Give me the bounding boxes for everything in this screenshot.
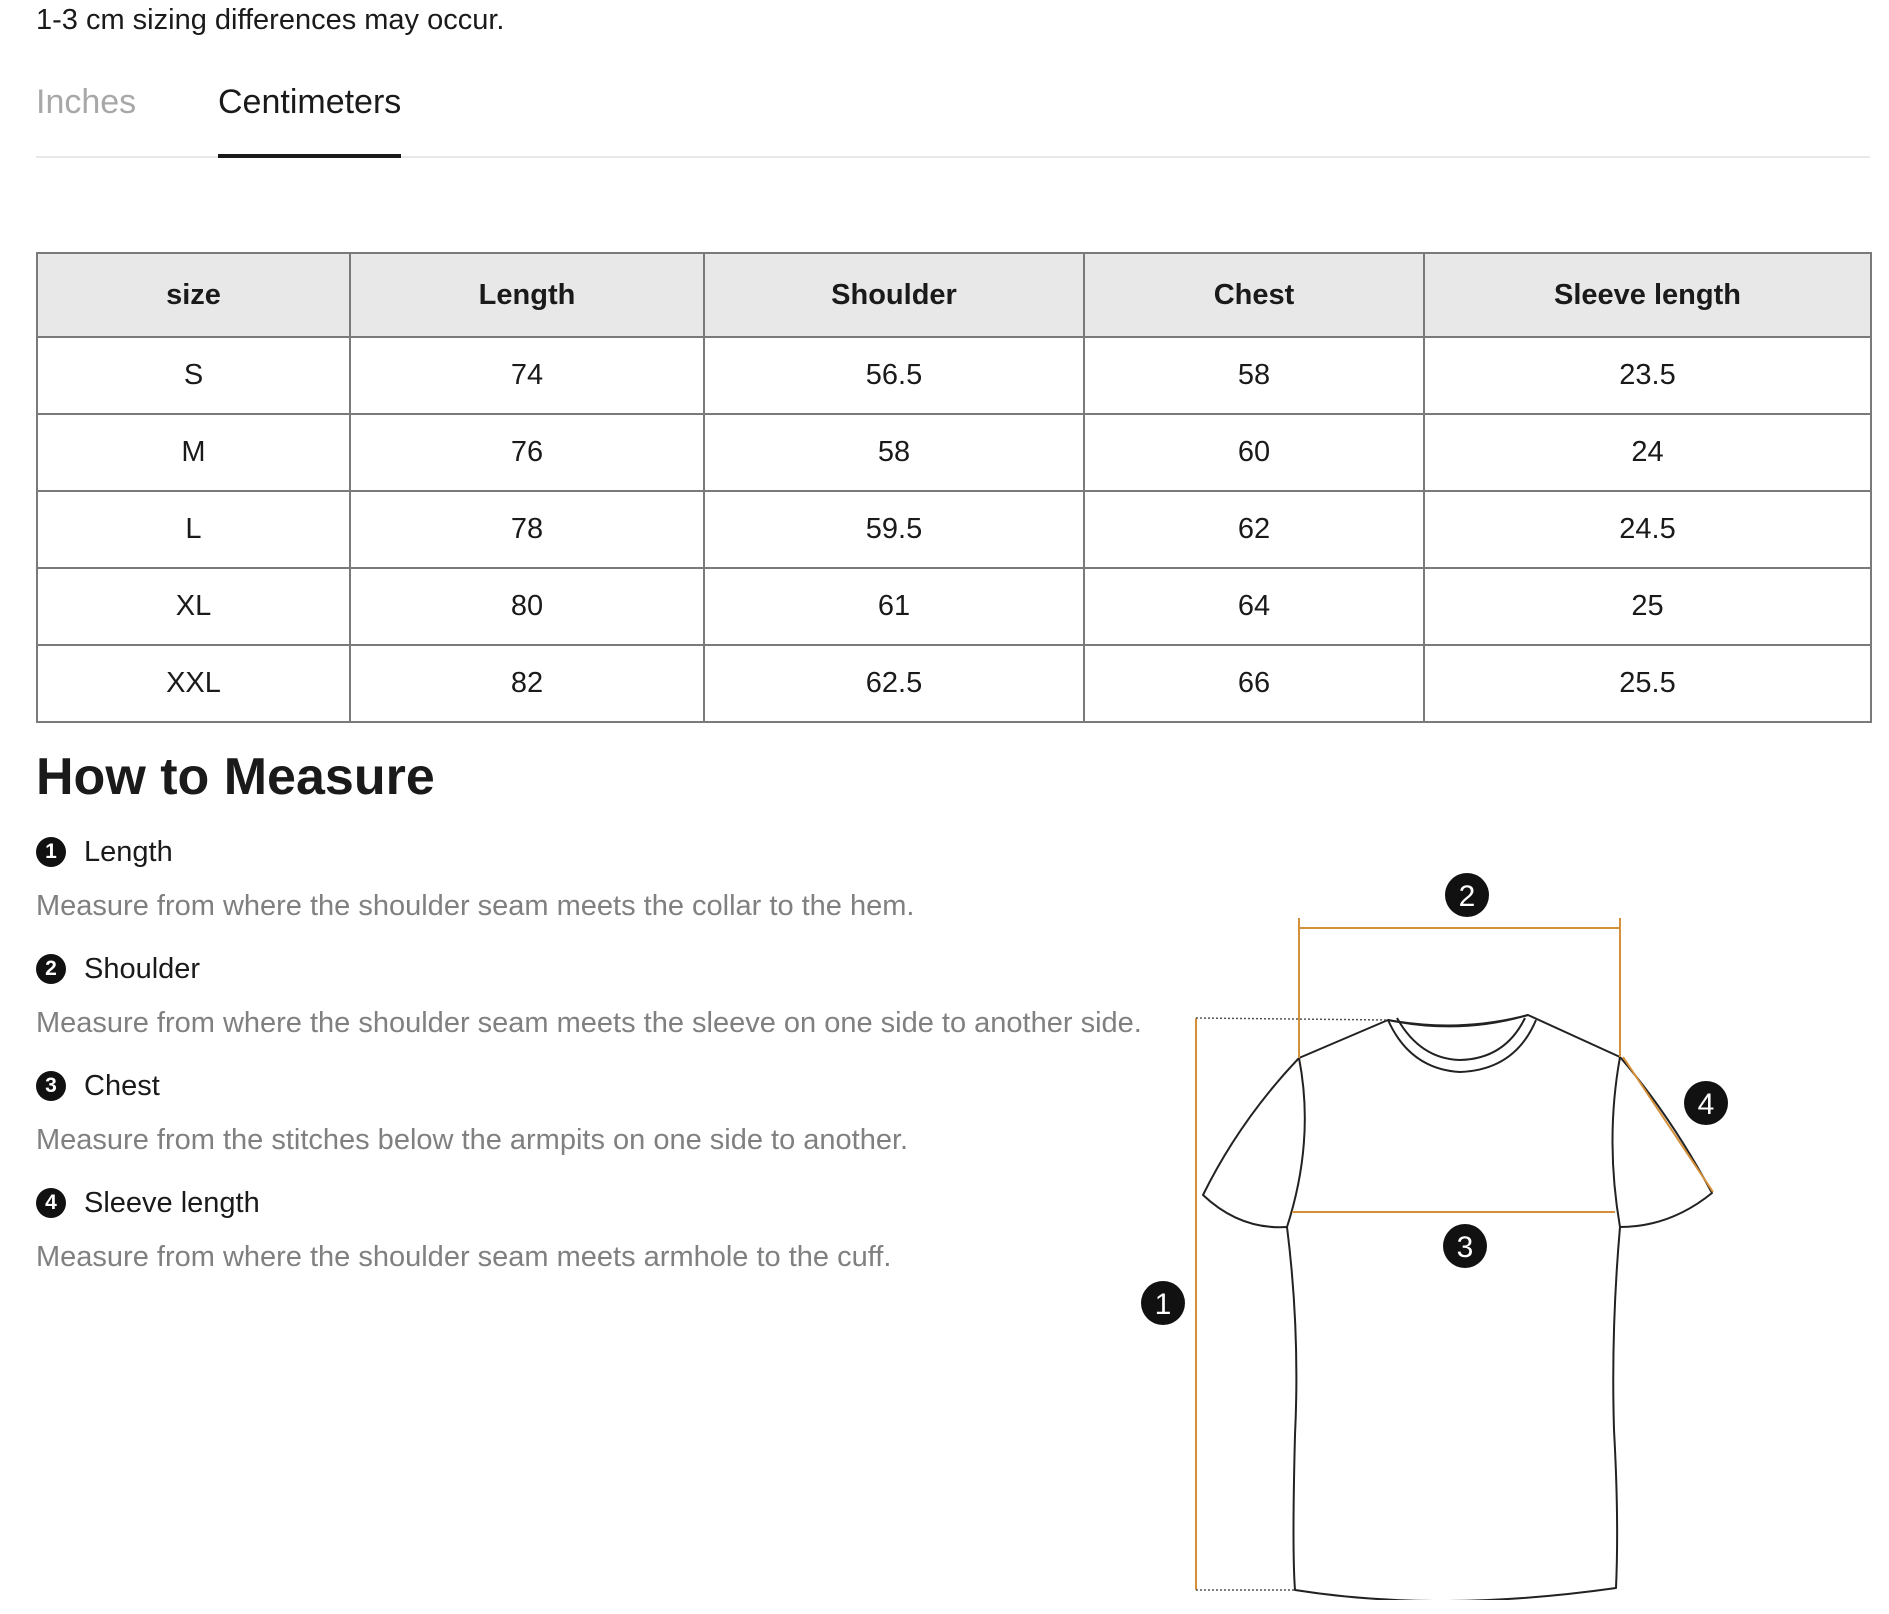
- column-header-shoulder: Shoulder: [704, 253, 1084, 337]
- table-cell: 62.5: [704, 645, 1084, 722]
- table-cell: 59.5: [704, 491, 1084, 568]
- number-2-icon: 2: [36, 954, 66, 984]
- tab-inches[interactable]: Inches: [36, 83, 137, 121]
- measure-name: Sleeve length: [84, 1186, 260, 1219]
- measure-name: Length: [84, 835, 173, 868]
- table-row: [37, 337, 1871, 414]
- table-row: [37, 414, 1871, 491]
- table-cell: 58: [704, 414, 1084, 491]
- table-cell: 24.5: [1424, 491, 1871, 568]
- tshirt-outline: [1203, 1015, 1712, 1600]
- table-cell: XL: [37, 568, 350, 645]
- measure-description: Measure from the stitches below the armpits on one side to another.: [36, 1124, 909, 1156]
- table-cell: 60: [1084, 414, 1424, 491]
- marker-1-icon: [1141, 1281, 1185, 1325]
- table-row: [37, 568, 1871, 645]
- tab-centimeters[interactable]: Centimeters: [218, 78, 401, 156]
- table-row: [37, 645, 1871, 722]
- marker-3-icon: [1443, 1224, 1487, 1268]
- table-cell: 62: [1084, 491, 1424, 568]
- table-cell: 74: [350, 337, 704, 414]
- guide-lines: [1196, 1018, 1388, 1590]
- tshirt-measurement-diagram: [1140, 870, 1740, 1600]
- column-header-chest: Chest: [1084, 253, 1424, 337]
- table-cell: 25: [1424, 568, 1871, 645]
- svg-text:3: 3: [1456, 1231, 1474, 1264]
- how-to-measure-title: How to Measure: [36, 748, 435, 806]
- measure-item-shoulder: [36, 949, 1142, 1040]
- table-cell: 78: [350, 491, 704, 568]
- svg-text:4: 4: [1697, 1088, 1715, 1121]
- table-cell: 61: [704, 568, 1084, 645]
- measure-item-sleeve-length: [36, 1183, 891, 1274]
- table-cell: 64: [1084, 568, 1424, 645]
- table-cell: 76: [350, 414, 704, 491]
- size-table: [36, 252, 1872, 723]
- measure-item-length: [36, 832, 914, 923]
- measure-name: Chest: [84, 1069, 160, 1102]
- marker-2-icon: [1445, 873, 1489, 917]
- measure-description: Measure from where the shoulder seam meets the collar to the hem.: [36, 890, 915, 922]
- table-cell: 58: [1084, 337, 1424, 414]
- column-header-length: Length: [350, 253, 704, 337]
- column-header-sleeve-length: Sleeve length: [1424, 253, 1871, 337]
- table-cell: 56.5: [704, 337, 1084, 414]
- table-cell: 66: [1084, 645, 1424, 722]
- sizing-note: 1-3 cm sizing differences may occur.: [36, 4, 505, 36]
- table-cell: S: [37, 337, 350, 414]
- table-cell: 23.5: [1424, 337, 1871, 414]
- measure-name: Shoulder: [84, 952, 201, 985]
- measure-item-chest: [36, 1066, 908, 1157]
- table-cell: 25.5: [1424, 645, 1871, 722]
- marker-4-icon: [1684, 1081, 1728, 1125]
- measure-description: Measure from where the shoulder seam meets the sleeve on one side to another side.: [36, 1007, 1142, 1039]
- number-4-icon: 4: [36, 1188, 66, 1218]
- measure-description: Measure from where the shoulder seam meets armhole to the cuff.: [36, 1241, 892, 1273]
- table-cell: 24: [1424, 414, 1871, 491]
- table-row: [37, 491, 1871, 568]
- table-cell: M: [37, 414, 350, 491]
- column-header-size: size: [37, 253, 350, 337]
- unit-tabs: [36, 78, 1870, 158]
- table-cell: XXL: [37, 645, 350, 722]
- svg-text:2: 2: [1458, 880, 1476, 913]
- table-header-row: [37, 253, 1871, 337]
- table-cell: 80: [350, 568, 704, 645]
- svg-text:1: 1: [1154, 1288, 1172, 1321]
- number-3-icon: 3: [36, 1071, 66, 1101]
- table-cell: L: [37, 491, 350, 568]
- table-cell: 82: [350, 645, 704, 722]
- number-1-icon: 1: [36, 837, 66, 867]
